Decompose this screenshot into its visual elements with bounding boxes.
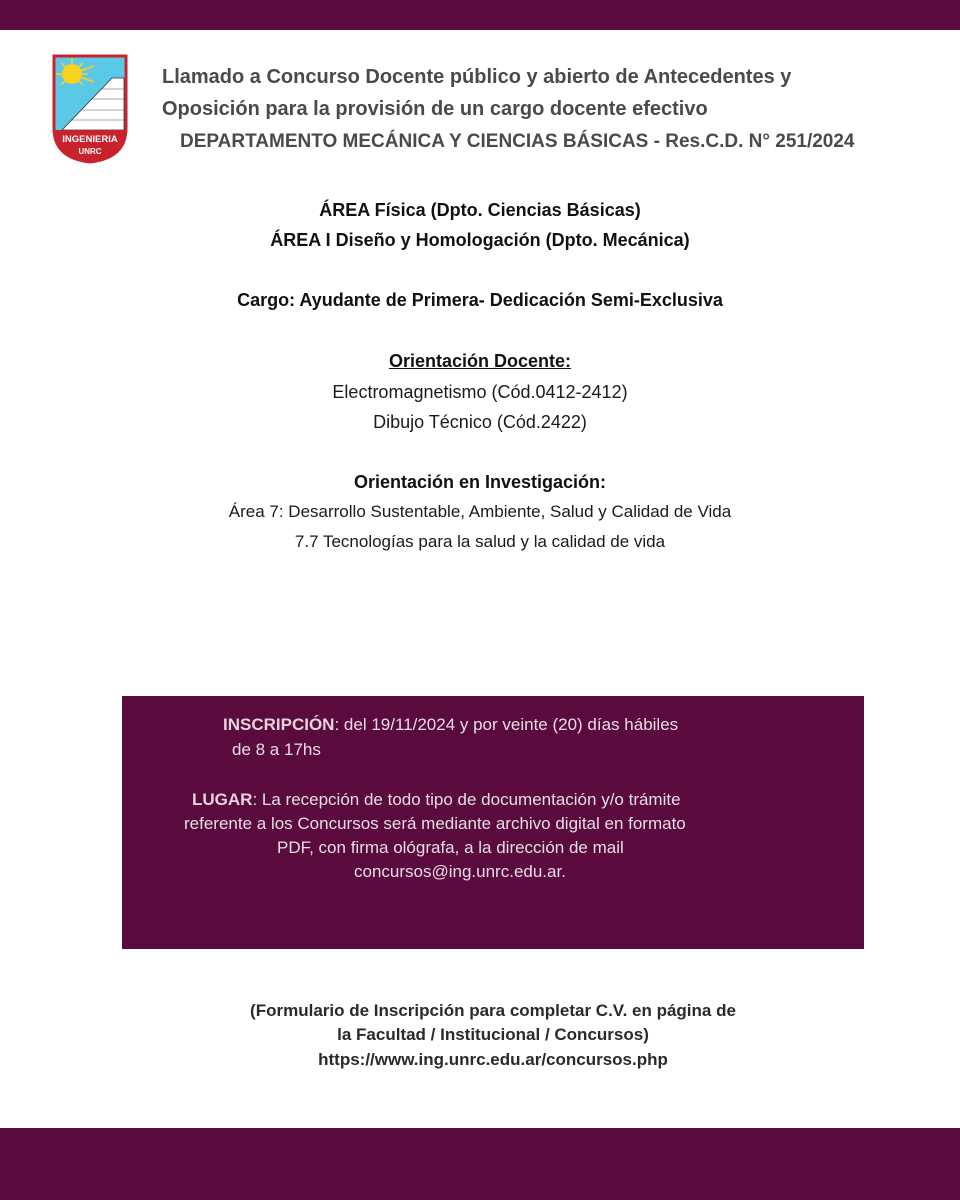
investigacion-area: Área 7: Desarrollo Sustentable, Ambiente, Salud y Calidad de Vida [228,502,732,521]
header-title-line-1: Llamado a Concurso Docente público y abierto de Antecedentes y [162,66,792,88]
bottom-banner-bar [0,1128,960,1200]
cargo-text: Cargo: Ayudante de Primera- Dedicación Semi-Exclusiva [237,290,723,310]
course-item: Electromagnetismo (Cód.0412-2412) [332,382,628,402]
footer-url: https://www.ing.unrc.edu.ar/concursos.php [318,1050,668,1069]
course-item: Dibujo Técnico (Cód.2422) [373,412,587,432]
orientacion-docente-title [0,351,960,372]
contact-email: concursos@ing.unrc.edu.ar. [354,862,566,881]
logo-text-bottom: UNRC [78,147,102,156]
area-diseno: ÁREA I Diseño y Homologación (Dpto. Mecánica) [270,230,690,250]
lugar-line [192,790,681,810]
footer-line-2: la Facultad / Institucional / Concursos) [337,1025,649,1044]
investigacion-subarea: 7.7 Tecnologías para la salud y la calidad de vida [294,532,666,551]
inscripcion-label: INSCRIPCIÓN [223,715,335,734]
inscripcion-line [223,715,678,735]
lugar-text-3: PDF, con firma ológrafa, a la dirección de mail [277,838,624,857]
footer-line-1: (Formulario de Inscripción para completar C.V. en página de [250,1001,736,1020]
ingenieria-unrc-logo [52,54,128,164]
lugar-label: LUGAR [192,790,253,809]
lugar-text-1: : La recepción de todo tipo de documentación y/o trámite [252,790,681,809]
lugar-text-2: referente a los Concursos será mediante archivo digital en formato [184,814,686,833]
inscripcion-dates: : del 19/11/2024 y por veinte (20) días hábiles [334,715,679,734]
orientacion-investigacion-title: Orientación en Investigación: [353,472,607,492]
inscripcion-info-box [122,696,864,949]
orientacion-docente-heading: Orientación Docente: [388,351,572,371]
logo-text-top: INGENIERIA [62,134,118,145]
header-department: DEPARTAMENTO MECÁNICA Y CIENCIAS BÁSICAS - Res.C.D. N° 251/2024 [180,131,855,152]
top-banner-bar [0,0,960,30]
inscripcion-hours: de 8 a 17hs [232,740,321,759]
header-title-line-2: Oposición para la provisión de un cargo docente efectivo [162,98,708,120]
area-fisica: ÁREA Física (Dpto. Ciencias Básicas) [319,200,641,220]
